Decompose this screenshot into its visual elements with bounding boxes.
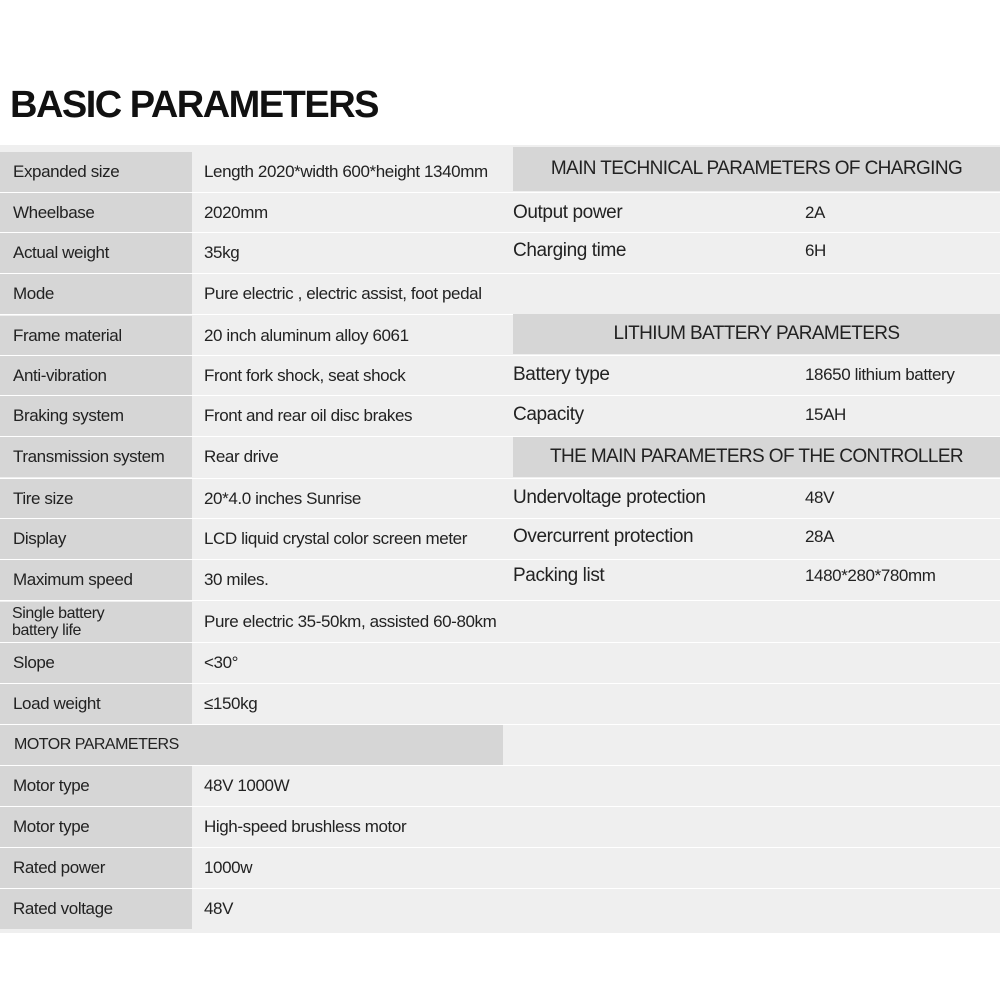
spec-label: Transmission system	[0, 437, 192, 477]
spec-label	[0, 602, 192, 642]
spec-label-line: battery life	[12, 622, 82, 639]
spec-label: Load weight	[0, 684, 192, 724]
spec-value: LCD liquid crystal color screen meter	[192, 519, 510, 559]
row-divider	[0, 847, 1000, 848]
spec-label: Frame material	[0, 316, 192, 356]
row-divider	[0, 806, 1000, 807]
spec-row-motor-type	[0, 766, 510, 806]
spec-row-battery-life	[0, 602, 510, 642]
spec-value: 48V	[192, 889, 510, 929]
battery-section-heading: LITHIUM BATTERY PARAMETERS	[513, 314, 1000, 354]
row-divider	[0, 192, 1000, 193]
spec-row-display	[0, 519, 510, 559]
row-divider	[0, 724, 1000, 725]
spec-row-anti-vibration	[0, 356, 510, 396]
spec-row-slope	[0, 643, 510, 683]
spec-value: 30 miles.	[192, 560, 510, 600]
spec-value: 20 inch aluminum alloy 6061	[192, 316, 510, 356]
spec-value: 6H	[805, 241, 826, 260]
spec-label-line: Single battery	[12, 605, 105, 622]
row-divider	[0, 765, 1000, 766]
spec-value: 35kg	[192, 233, 510, 273]
spec-value: 20*4.0 inches Sunrise	[192, 479, 510, 519]
spec-value: 2A	[805, 203, 825, 222]
spec-value: Pure electric , electric assist, foot pedal	[192, 274, 510, 314]
spec-label: Rated voltage	[0, 889, 192, 929]
spec-label: Maximum speed	[0, 560, 192, 600]
spec-row-rated-voltage	[0, 889, 510, 929]
spec-value: Front fork shock, seat shock	[192, 356, 510, 396]
spec-row-rated-power	[0, 848, 510, 888]
spec-value: Rear drive	[192, 437, 510, 477]
charging-row-charging-time	[513, 232, 1000, 270]
charging-section-heading: MAIN TECHNICAL PARAMETERS OF CHARGING	[513, 147, 1000, 191]
battery-row-battery-type	[513, 356, 1000, 394]
spec-label: Charging time	[513, 240, 627, 261]
spec-row-mode	[0, 274, 510, 314]
spec-value: 15AH	[805, 405, 846, 424]
spec-row-maximum-speed	[0, 560, 510, 600]
row-divider	[0, 642, 1000, 643]
spec-value: Length 2020*width 600*height 1340mm	[192, 152, 510, 192]
row-divider	[0, 273, 1000, 274]
row-divider	[0, 600, 1000, 601]
battery-row-capacity	[513, 396, 1000, 434]
row-divider	[0, 888, 1000, 889]
spec-value: 1000w	[192, 848, 510, 888]
spec-label: Anti-vibration	[0, 356, 192, 396]
spec-label: Undervoltage protection	[513, 487, 706, 508]
spec-value: 1480*280*780mm	[805, 566, 936, 585]
spec-value: 18650 lithium battery	[805, 365, 955, 384]
motor-section-heading: MOTOR PARAMETERS	[0, 725, 503, 765]
spec-value: Pure electric 35-50km, assisted 60-80km	[192, 602, 510, 642]
spec-value: 48V 1000W	[192, 766, 510, 806]
spec-row-wheelbase	[0, 193, 510, 233]
spec-label: Motor type	[0, 807, 192, 847]
spec-label: Battery type	[513, 364, 610, 385]
controller-row-packing-list	[513, 557, 1000, 595]
spec-value: High-speed brushless motor	[192, 807, 510, 847]
row-divider	[0, 683, 1000, 684]
page-title: BASIC PARAMETERS	[10, 84, 378, 126]
spec-label: Capacity	[513, 404, 584, 425]
spec-label: Rated power	[0, 848, 192, 888]
controller-row-overcurrent	[513, 518, 1000, 556]
spec-value: 28A	[805, 527, 835, 546]
controller-row-undervoltage	[513, 479, 1000, 517]
spec-row-actual-weight	[0, 233, 510, 273]
spec-label: Braking system	[0, 396, 192, 436]
spec-label: Wheelbase	[0, 193, 192, 233]
spec-value: <30°	[192, 643, 510, 683]
spec-row-expanded-size	[0, 152, 510, 192]
controller-section-heading: THE MAIN PARAMETERS OF THE CONTROLLER	[513, 437, 1000, 477]
spec-value: ≤150kg	[192, 684, 510, 724]
spec-label: Display	[0, 519, 192, 559]
spec-value: Front and rear oil disc brakes	[192, 396, 510, 436]
spec-label: Packing list	[513, 565, 605, 586]
spec-label: Motor type	[0, 766, 192, 806]
spec-label: Slope	[0, 643, 192, 683]
spec-label: Mode	[0, 274, 192, 314]
spec-row-tire-size	[0, 479, 510, 519]
spec-label: Overcurrent protection	[513, 526, 694, 547]
spec-row-braking-system	[0, 396, 510, 436]
spec-label: Expanded size	[0, 152, 192, 192]
spec-label: Tire size	[0, 479, 192, 519]
spec-row-motor-type-2	[0, 807, 510, 847]
charging-row-output-power	[513, 194, 1000, 232]
spec-row-transmission-system	[0, 437, 510, 477]
spec-label: Output power	[513, 202, 623, 223]
spec-value: 2020mm	[192, 193, 510, 233]
spec-row-frame-material	[0, 316, 510, 356]
spec-value: 48V	[805, 488, 835, 507]
spec-row-load-weight	[0, 684, 510, 724]
spec-label: Actual weight	[0, 233, 192, 273]
